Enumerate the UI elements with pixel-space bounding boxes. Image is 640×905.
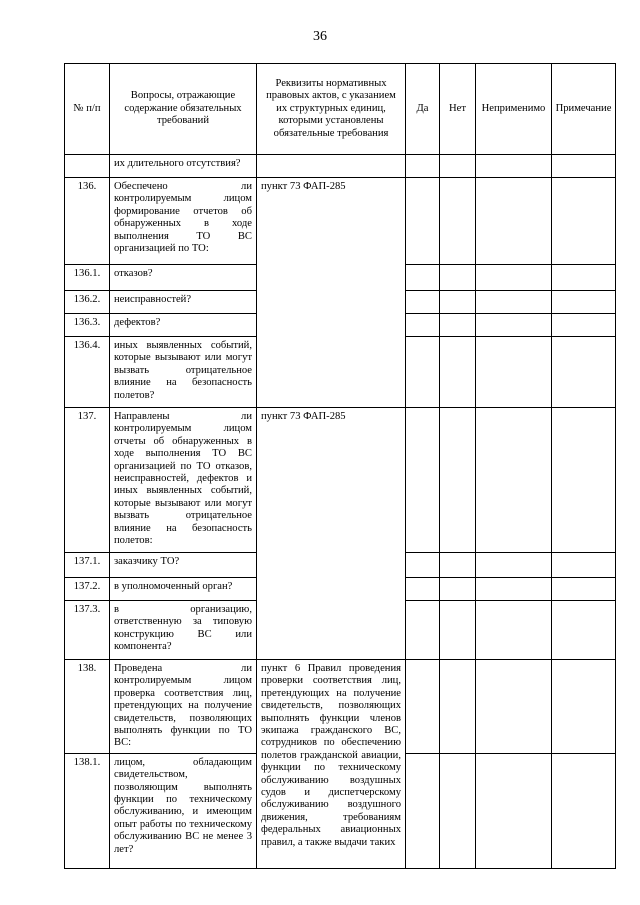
row-question: лицом, обладающим свидетельством, позволяющим выполнять функции по техническому обслуживанию, и имеющим опыт работы по техническому обслуживанию ВС не менее 3 лет? (110, 753, 257, 868)
row-number: 137.1. (65, 553, 110, 578)
cell-not-applicable[interactable] (476, 155, 552, 178)
header-yes: Да (406, 64, 440, 155)
cell-no[interactable] (440, 314, 476, 337)
cell-no[interactable] (440, 753, 476, 868)
row-number: 136.2. (65, 291, 110, 314)
cell-not-applicable[interactable] (476, 314, 552, 337)
cell-no[interactable] (440, 408, 476, 553)
row-requisites: пункт 73 ФАП-285 (257, 408, 406, 660)
header-note: Примечание (552, 64, 616, 155)
table-row (65, 178, 616, 265)
cell-yes[interactable] (406, 155, 440, 178)
cell-not-applicable[interactable] (476, 408, 552, 553)
cell-not-applicable[interactable] (476, 660, 552, 754)
row-number: 136.3. (65, 314, 110, 337)
cell-note[interactable] (552, 265, 616, 291)
row-question: отказов? (110, 265, 257, 291)
header-num: № п/п (65, 64, 110, 155)
row-requisites (257, 155, 406, 178)
row-question: иных выявленных событий, которые вызывают или могут вызвать отрицательное влияние на безопасность полетов? (110, 337, 257, 408)
cell-yes[interactable] (406, 337, 440, 408)
cell-note[interactable] (552, 601, 616, 660)
row-question: в уполномоченный орган? (110, 578, 257, 601)
cell-not-applicable[interactable] (476, 265, 552, 291)
row-number: 136.1. (65, 265, 110, 291)
row-requisites: пункт 6 Правил проведения проверки соответствия лиц, претендующих на получение свидетельств, позволяющих выполнять функции членов экипажа гражданского ВС, сотрудников по обеспечению полетов гражданской авиации, функции по техническому обслуживанию воздушных судов и диспетчерскому обслуживанию воздушного движения, требованиям федеральных авиационных правил, а также выдачи таких (257, 660, 406, 869)
table-header-row (65, 64, 616, 155)
cell-note[interactable] (552, 578, 616, 601)
cell-no[interactable] (440, 291, 476, 314)
cell-yes[interactable] (406, 291, 440, 314)
table-row (65, 408, 616, 553)
cell-not-applicable[interactable] (476, 291, 552, 314)
table-row (65, 155, 616, 178)
cell-yes[interactable] (406, 265, 440, 291)
row-number: 138.1. (65, 753, 110, 868)
checklist-table (64, 63, 616, 869)
cell-not-applicable[interactable] (476, 578, 552, 601)
cell-no[interactable] (440, 178, 476, 265)
cell-note[interactable] (552, 753, 616, 868)
cell-no[interactable] (440, 553, 476, 578)
header-question: Вопросы, отражающие содержание обязательных требований (110, 64, 257, 155)
cell-note[interactable] (552, 291, 616, 314)
cell-yes[interactable] (406, 578, 440, 601)
cell-note[interactable] (552, 178, 616, 265)
row-requisites: пункт 73 ФАП-285 (257, 178, 406, 408)
cell-no[interactable] (440, 578, 476, 601)
cell-not-applicable[interactable] (476, 337, 552, 408)
row-number: 136. (65, 178, 110, 265)
row-number: 136.4. (65, 337, 110, 408)
cell-yes[interactable] (406, 601, 440, 660)
cell-note[interactable] (552, 660, 616, 754)
row-question: Проведена ли контролируемым лицом проверка соответствия лиц, претендующих на получение свидетельств, позволяющих выполнять функции по ТО ВС: (110, 660, 257, 754)
cell-not-applicable[interactable] (476, 553, 552, 578)
row-number: 137. (65, 408, 110, 553)
cell-not-applicable[interactable] (476, 178, 552, 265)
cell-yes[interactable] (406, 753, 440, 868)
cell-no[interactable] (440, 265, 476, 291)
table-row (65, 660, 616, 754)
cell-note[interactable] (552, 408, 616, 553)
cell-yes[interactable] (406, 314, 440, 337)
row-question: заказчику ТО? (110, 553, 257, 578)
cell-note[interactable] (552, 155, 616, 178)
cell-note[interactable] (552, 553, 616, 578)
page-number: 36 (313, 29, 327, 44)
cell-yes[interactable] (406, 178, 440, 265)
row-number: 137.3. (65, 601, 110, 660)
cell-no[interactable] (440, 337, 476, 408)
cell-yes[interactable] (406, 553, 440, 578)
cell-yes[interactable] (406, 408, 440, 553)
row-question: в организацию, ответственную за типовую конструкцию ВС или компонента? (110, 601, 257, 660)
row-question: неисправностей? (110, 291, 257, 314)
header-no: Нет (440, 64, 476, 155)
cell-yes[interactable] (406, 660, 440, 754)
row-number: 138. (65, 660, 110, 754)
row-question: Обеспечено ли контролируемым лицом формирование отчетов об обнаруженных в ходе выполнения ТО ВС организацией по ТО: (110, 178, 257, 265)
row-question: их длительного отсутствия? (110, 155, 257, 178)
row-number (65, 155, 110, 178)
header-not-applicable: Неприменимо (476, 64, 552, 155)
cell-no[interactable] (440, 601, 476, 660)
cell-not-applicable[interactable] (476, 753, 552, 868)
cell-not-applicable[interactable] (476, 601, 552, 660)
cell-no[interactable] (440, 155, 476, 178)
cell-note[interactable] (552, 314, 616, 337)
header-requisites: Реквизиты нормативных правовых актов, с указанием их структурных единиц, которыми установлены обязательные требования (257, 64, 406, 155)
row-question: Направлены ли контролируемым лицом отчеты об обнаруженных в ходе выполнения ТО ВС организацией по ТО отказов, неисправностей, дефектов и иных выявленных событий, которые вызывают или могут вызвать отрицательное влияние на безопасность полетов: (110, 408, 257, 553)
cell-note[interactable] (552, 337, 616, 408)
row-number: 137.2. (65, 578, 110, 601)
row-question: дефектов? (110, 314, 257, 337)
cell-no[interactable] (440, 660, 476, 754)
